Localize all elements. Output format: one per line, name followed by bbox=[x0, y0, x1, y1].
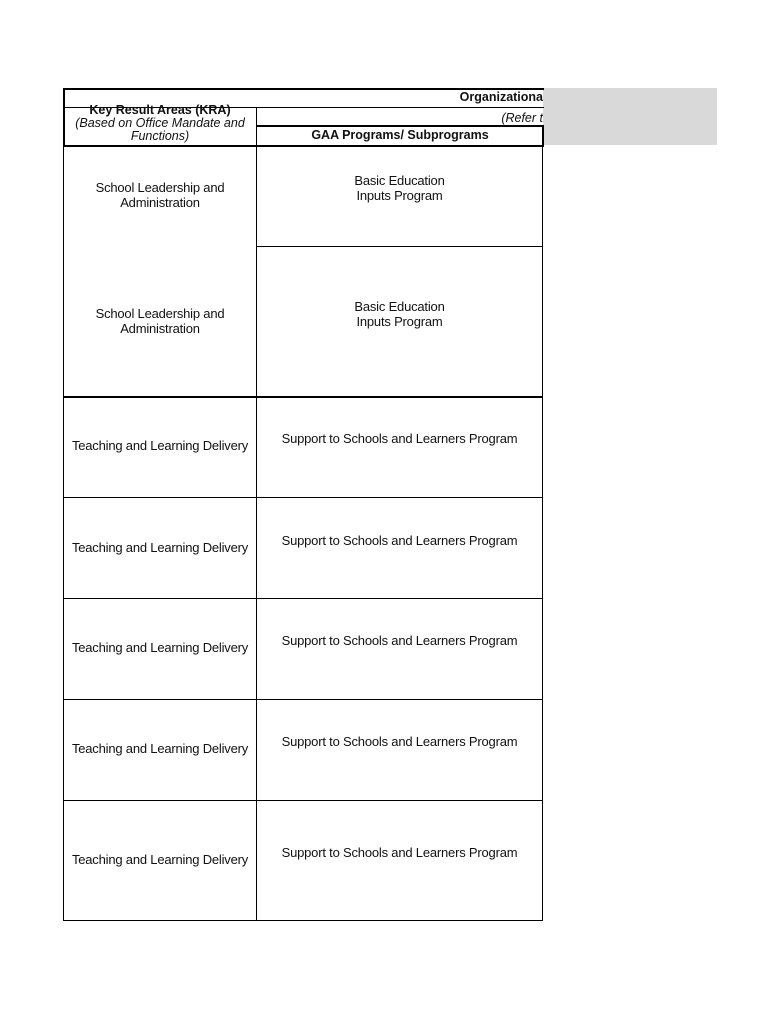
table-row-5-kra: Teaching and Learning Delivery bbox=[71, 639, 249, 655]
table-row-2-kra: School Leadership and Administration bbox=[95, 306, 225, 336]
table-right-border bbox=[542, 145, 543, 921]
refer-note: (Refer t bbox=[501, 111, 543, 125]
gaa-header-right-border bbox=[542, 125, 544, 146]
organizational-header-title: Organizationa bbox=[459, 90, 543, 104]
row-divider-5 bbox=[63, 699, 543, 700]
table-row-1-kra: School Leadership and Administration bbox=[95, 180, 225, 210]
row-divider-6 bbox=[63, 800, 543, 801]
table-row-7-program: Support to Schools and Learners Program bbox=[281, 844, 518, 860]
table-row-4-program: Support to Schools and Learners Program bbox=[281, 532, 518, 548]
kra-column-header bbox=[64, 104, 256, 145]
table-bottom-border bbox=[63, 920, 543, 921]
table-row-6-program: Support to Schools and Learners Program bbox=[281, 733, 518, 749]
header-bottom-border bbox=[63, 145, 544, 147]
table-row-2-program: Basic Education Inputs Program bbox=[354, 298, 445, 329]
table-row-7-kra: Teaching and Learning Delivery bbox=[71, 851, 249, 867]
header-shaded-band bbox=[543, 88, 717, 145]
header-column-divider bbox=[256, 107, 257, 146]
gaa-column-header: GAA Programs/ Subprograms bbox=[311, 128, 489, 142]
table-row-5-program: Support to Schools and Learners Program bbox=[281, 632, 518, 648]
kra-header-subtitle: (Based on Office Mandate and Functions) bbox=[75, 116, 245, 143]
table-row-4-kra: Teaching and Learning Delivery bbox=[71, 539, 249, 555]
row-divider-2 bbox=[63, 396, 543, 398]
table-row-1-program: Basic Education Inputs Program bbox=[354, 172, 445, 203]
kra-header-title: Key Result Areas (KRA) bbox=[89, 104, 231, 117]
table-row-3-program: Support to Schools and Learners Program bbox=[281, 430, 518, 446]
table-row-6-kra: Teaching and Learning Delivery bbox=[71, 740, 249, 756]
table-row-3-kra: Teaching and Learning Delivery bbox=[71, 437, 249, 453]
row-divider-3 bbox=[63, 497, 543, 498]
row-divider-4 bbox=[63, 598, 543, 599]
row-divider-1 bbox=[257, 246, 543, 247]
